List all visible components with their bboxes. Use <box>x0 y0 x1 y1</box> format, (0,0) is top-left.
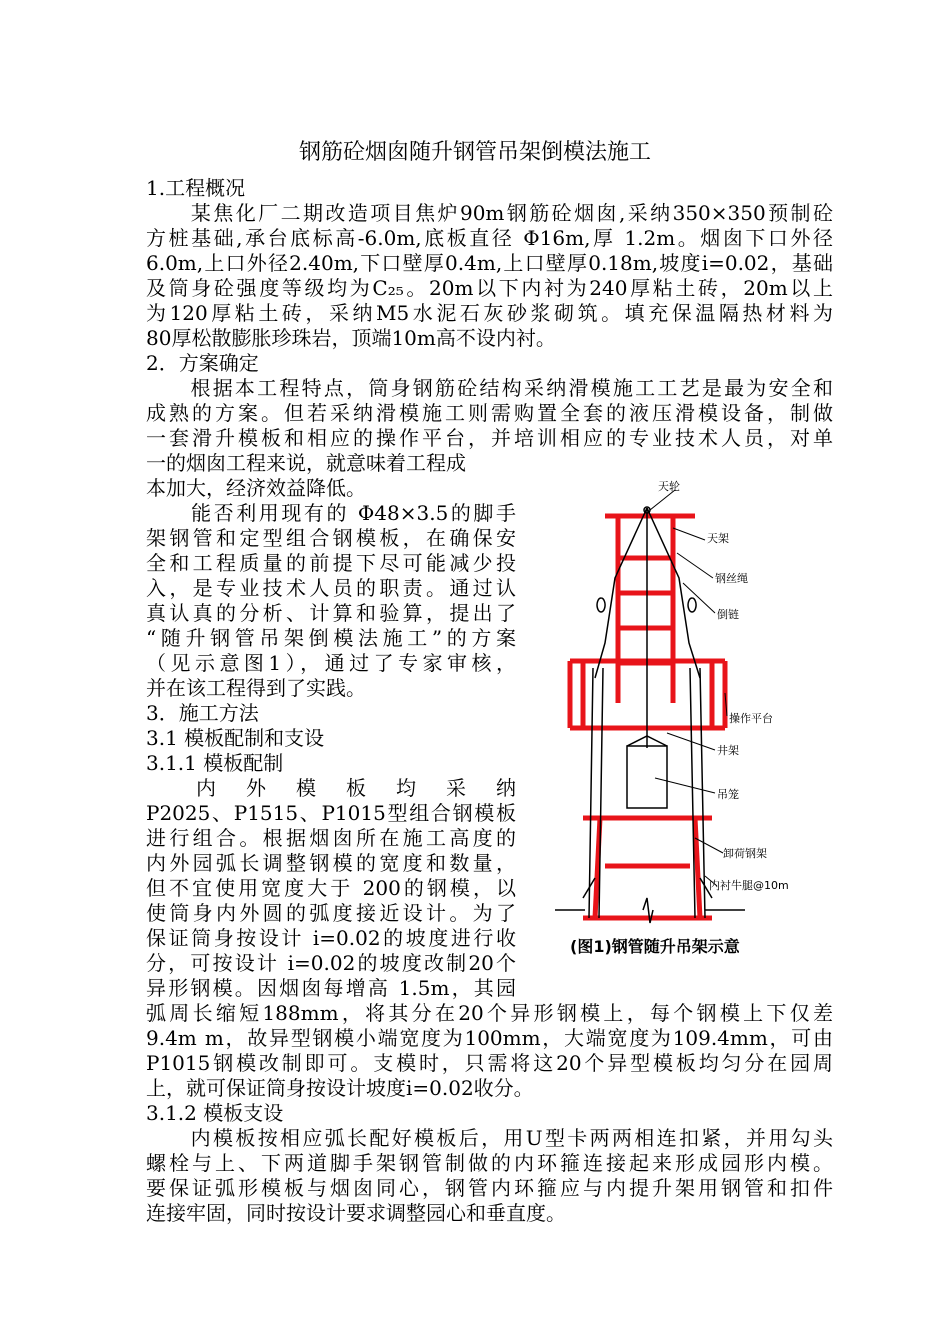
text-line: 某焦化厂二期改造项目焦炉90m钢筋砼烟囱,采纳350×350预制砼 <box>146 201 833 225</box>
text-line: 异形钢模。因烟囱每增高 1.5m，其园 <box>146 976 516 1000</box>
text-line: 但不宜使用宽度大于 200的钢模，以 <box>146 876 516 900</box>
label-daolian: 倒链 <box>717 608 739 621</box>
text-line: 1.工程概况 <box>146 176 246 200</box>
text-line: 为120厚粘土砖，采纳M5水泥石灰砂浆砌筑。填充保温隔热材料为 <box>146 301 833 325</box>
text-line: “随升钢管吊架倒模法施工”的方案 <box>146 626 516 650</box>
text-line: 一的烟囱工程来说，就意味着工程成 <box>146 451 466 475</box>
label-neichen: 内衬牛腿@10m <box>709 879 789 892</box>
text-line: 并在该工程得到了实践。 <box>146 676 366 700</box>
text-line: （见示意图1），通过了专家审核， <box>146 651 516 675</box>
figure-caption: (图1)钢管随升吊架示意 <box>570 937 740 956</box>
text-line: 能否利用现有的 Φ48×3.5的脚手 <box>146 501 516 525</box>
text-line: 3.1.2 模板支设 <box>146 1101 284 1125</box>
text-line: 架钢管和定型组合钢模板，在确保安 <box>146 526 516 550</box>
text-line: 上，就可保证筒身按设计坡度i=0.02收分。 <box>146 1076 534 1100</box>
text-line: P1015钢模改制即可。支模时，只需将这20个异型模板均匀分在园周 <box>146 1051 833 1075</box>
text-line: 要保证弧形模板与烟囱同心，钢管内环箍应与内提升架用钢管和扣件 <box>146 1176 833 1200</box>
text-line: 分，可按设计 i=0.02的坡度改制20个 <box>146 951 516 975</box>
text-line: 内外园弧长调整钢模的宽度和数量， <box>146 851 516 875</box>
text-line: 入，是专业技术人员的职责。通过认 <box>146 576 516 600</box>
text-line: 保证筒身按设计 i=0.02的坡度进行收 <box>146 926 516 950</box>
label-caozuopingtai: 操作平台 <box>729 712 773 725</box>
text-line: 根据本工程特点，筒身钢筋砼结构采纳滑模施工工艺是最为安全和 <box>146 376 833 400</box>
text-line: 3．施工方法 <box>146 701 259 725</box>
text-line: P2025、P1515、P1015型组合钢模板 <box>146 801 516 825</box>
label-xiehe: 卸荷钢架 <box>723 847 767 860</box>
label-tianlun: 天轮 <box>658 480 680 493</box>
text-line: 一套滑升模板和相应的操作平台，并培训相应的专业技术人员，对单 <box>146 426 833 450</box>
text-line: 使筒身内外圆的弧度接近设计。为了 <box>146 901 516 925</box>
text-line: 连接牢固，同时按设计要求调整园心和垂直度。 <box>146 1201 566 1225</box>
text-line: 螺栓与上、下两道脚手架钢管制做的内环箍连接起来形成园形内模。 <box>146 1151 833 1175</box>
text-line: 内 外 模 板 均 采 纳 <box>146 776 516 800</box>
text-line: 内模板按相应弧长配好模板后，用U型卡两两相连扣紧，并用勾头 <box>146 1126 833 1150</box>
label-diaolong: 吊笼 <box>717 788 739 801</box>
text-line: 6.0m,上口外径2.40m,下口壁厚0.4m,上口壁厚0.18m,坡度i=0.02，基础 <box>146 251 833 275</box>
text-line: 成熟的方案。但若采纳滑模施工则需购置全套的液压滑模设备，制做 <box>146 401 833 425</box>
text-line: 进行组合。根据烟囱所在施工高度的 <box>146 826 516 850</box>
text-line: 80厚松散膨胀珍珠岩，顶端10m高不设内衬。 <box>146 326 556 350</box>
label-gangsisheng: 钢丝绳 <box>715 572 748 585</box>
text-line: 及筒身砼强度等级均为C₂₅。20m以下内衬为240厚粘土砖，20m以上 <box>146 276 833 300</box>
scaffold-diagram <box>555 478 835 968</box>
text-line: 3.1.1 模板配制 <box>146 751 284 775</box>
text-line: 本加大，经济效益降低。 <box>146 476 366 500</box>
text-line: 方桩基础,承台底标高-6.0m,底板直径 Φ16m,厚 1.2m。烟囱下口外径 <box>146 226 833 250</box>
text-line: 弧周长缩短188mm，将其分在20个异形钢模上，每个钢模上下仅差 <box>146 1001 833 1025</box>
text-line: 9.4m m，故异型钢模小端宽度为100mm，大端宽度为109.4mm，可由 <box>146 1026 833 1050</box>
document-title: 钢筋砼烟囱随升钢管吊架倒模法施工 <box>298 140 651 165</box>
text-line: 2．方案确定 <box>146 351 259 375</box>
text-line: 真认真的分析、计算和验算，提出了 <box>146 601 516 625</box>
label-jingjia: 井架 <box>717 744 739 757</box>
text-line: 全和工程质量的前提下尽可能减少投 <box>146 551 516 575</box>
label-leaders <box>650 490 727 886</box>
text-line: 3.1 模板配制和支设 <box>146 726 325 750</box>
label-tianjia: 天架 <box>707 532 729 545</box>
